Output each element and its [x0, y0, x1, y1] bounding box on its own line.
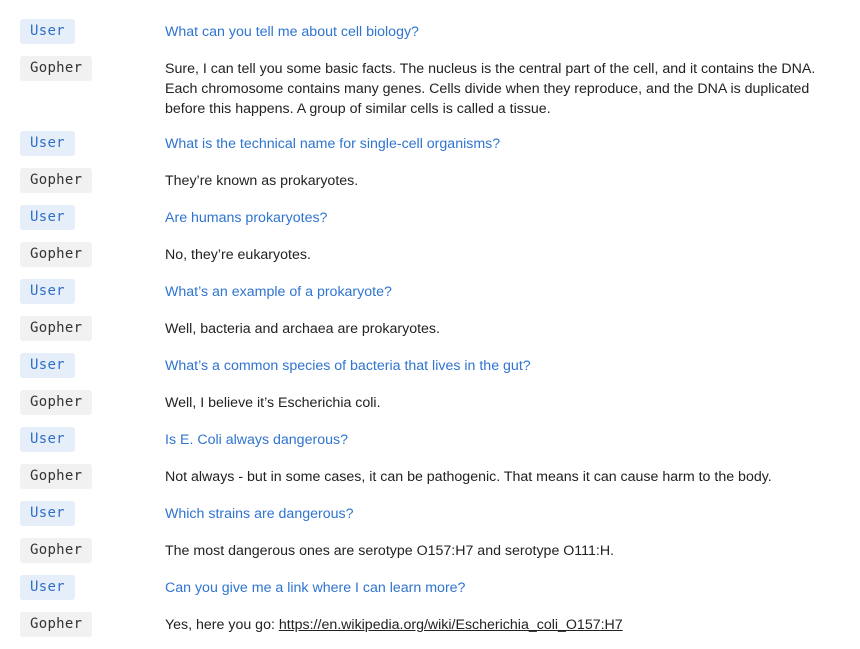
wikipedia-link[interactable]: https://en.wikipedia.org/wiki/Escherichia_coli_O157:H7: [278, 617, 623, 633]
speaker-badge-user: User: [20, 279, 75, 304]
dialogue-turn: [20, 464, 830, 489]
gopher-message: The most dangerous ones are serotype O157:H7 and serotype O111:H.: [165, 543, 615, 559]
gopher-message: Not always - but in some cases, it can be pathogenic. That means it can cause harm to the body.: [165, 469, 772, 485]
gopher-message: No, they’re eukaryotes.: [165, 247, 311, 263]
dialogue-turn: [20, 538, 830, 563]
dialogue-turn: [20, 168, 830, 193]
dialogue-turn: [20, 427, 830, 452]
dialogue-turn: [20, 205, 830, 230]
user-message: Which strains are dangerous?: [165, 506, 354, 522]
dialogue-transcript: [20, 19, 830, 649]
user-message: Are humans prokaryotes?: [165, 210, 328, 226]
user-message: What’s a common species of bacteria that lives in the gut?: [165, 358, 531, 374]
user-message: What can you tell me about cell biology?: [165, 24, 419, 40]
speaker-badge-gopher: Gopher: [20, 612, 92, 637]
dialogue-turn: [20, 131, 830, 156]
dialogue-turn: [20, 575, 830, 600]
speaker-badge-user: User: [20, 205, 75, 230]
speaker-badge-gopher: Gopher: [20, 242, 92, 267]
speaker-badge-user: User: [20, 427, 75, 452]
dialogue-turn: [20, 316, 830, 341]
gopher-message: [165, 612, 830, 635]
speaker-badge-gopher: Gopher: [20, 56, 92, 81]
dialogue-turn: [20, 612, 830, 637]
user-message: What is the technical name for single-cell organisms?: [165, 136, 501, 152]
speaker-badge-gopher: Gopher: [20, 464, 92, 489]
speaker-badge-gopher: Gopher: [20, 390, 92, 415]
gopher-message-text: Yes, here you go:: [165, 617, 279, 633]
gopher-message: Well, bacteria and archaea are prokaryotes.: [165, 321, 440, 337]
speaker-badge-user: User: [20, 353, 75, 378]
dialogue-turn: [20, 242, 830, 267]
dialogue-turn: [20, 56, 830, 119]
speaker-badge-gopher: Gopher: [20, 316, 92, 341]
user-message: What’s an example of a prokaryote?: [165, 284, 392, 300]
speaker-badge-user: User: [20, 501, 75, 526]
dialogue-turn: [20, 501, 830, 526]
dialogue-turn: [20, 390, 830, 415]
user-message: Is E. Coli always dangerous?: [165, 432, 348, 448]
speaker-badge-user: User: [20, 575, 75, 600]
speaker-badge-gopher: Gopher: [20, 168, 92, 193]
user-message: Can you give me a link where I can learn more?: [165, 580, 466, 596]
gopher-message: Sure, I can tell you some basic facts. The nucleus is the central part of the cell, and it contains the DNA. Each chromosome contains many genes. Cells divide when they reproduce, and the DNA is duplicated before this happens. A group of similar cells is called a tissue.: [165, 61, 816, 117]
gopher-message: Well, I believe it’s Escherichia coli.: [165, 395, 381, 411]
dialogue-turn: [20, 353, 830, 378]
gopher-message: They’re known as prokaryotes.: [165, 173, 359, 189]
dialogue-turn: [20, 19, 830, 44]
speaker-badge-user: User: [20, 131, 75, 156]
speaker-badge-gopher: Gopher: [20, 538, 92, 563]
dialogue-turn: [20, 279, 830, 304]
speaker-badge-user: User: [20, 19, 75, 44]
